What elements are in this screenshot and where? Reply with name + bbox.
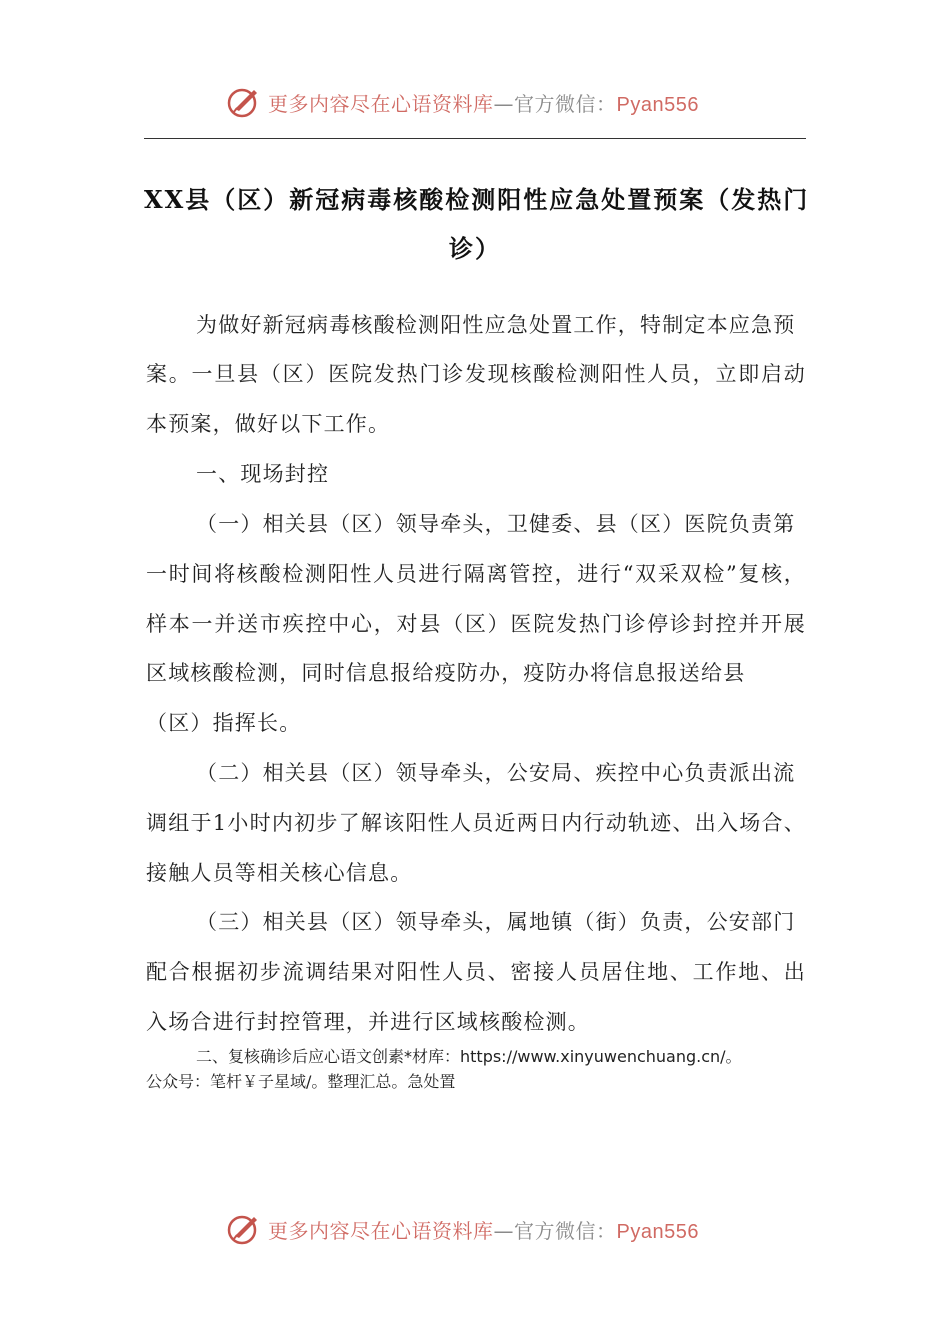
body-line-11: 调组于1小时内初步了解该阳性人员近两日内行动轨迹、出入场合、 bbox=[146, 811, 806, 835]
body-line-8: 区域核酸检测，同时信息报给疫防办，疫防办将信息报送给县 bbox=[146, 661, 746, 685]
footnote-line-2: 公众号：笔杆￥子星域/。整理汇总。急处置 bbox=[146, 1072, 456, 1091]
body-line-9: （区）指挥长。 bbox=[146, 711, 302, 735]
body-line-14: 配合根据初步流调结果对阳性人员、密接人员居住地、工作地、出 bbox=[146, 960, 806, 984]
header-divider bbox=[144, 138, 806, 139]
body-line-5: （一）相关县（区）领导牵头，卫健委、县（区）医院负责第 bbox=[196, 512, 796, 536]
body-line-3: 本预案，做好以下工作。 bbox=[146, 412, 391, 436]
body-line-6: 一时间将核酸检测阳性人员进行隔离管控，进行“双采双检”复核， bbox=[146, 562, 806, 586]
section-heading-1: 一、现场封控 bbox=[196, 462, 330, 486]
body-line-15: 入场合进行封控管理，并进行区域核酸检测。 bbox=[146, 1010, 590, 1034]
body-line-13: （三）相关县（区）领导牵头，属地镇（街）负责，公安部门 bbox=[196, 910, 796, 934]
body-line-2: 案。一旦县（区）医院发热门诊发现核酸检测阳性人员，立即启动 bbox=[146, 362, 806, 386]
footer-banner bbox=[0, 1209, 950, 1249]
document-title-line-1: XX县（区）新冠病毒核酸检测阳性应急处置预案（发热门 bbox=[144, 185, 810, 214]
quill-pen-logo-icon bbox=[226, 1211, 262, 1247]
body-line-10: （二）相关县（区）领导牵头，公安局、疾控中心负责派出流 bbox=[196, 761, 796, 785]
body-line-12: 接触人员等相关核心信息。 bbox=[146, 861, 413, 885]
body-line-7: 样本一并送市疾控中心，对县（区）医院发热门诊停诊封控并开展 bbox=[146, 612, 806, 636]
banner-text: 更多内容尽在心语资料库—官方微信：Pyan556 bbox=[268, 91, 699, 116]
quill-pen-logo-icon bbox=[226, 84, 262, 120]
footnote-line-1: 二、复核确诊后应心语文创素*材库：https://www.xinyuwenchuang.cn/。 bbox=[196, 1047, 742, 1066]
document-title-line-2: 诊） bbox=[449, 234, 501, 263]
body-line-1: 为做好新冠病毒核酸检测阳性应急处置工作，特制定本应急预 bbox=[196, 313, 796, 337]
header-banner bbox=[0, 82, 950, 122]
banner-text: 更多内容尽在心语资料库—官方微信：Pyan556 bbox=[268, 1218, 699, 1243]
